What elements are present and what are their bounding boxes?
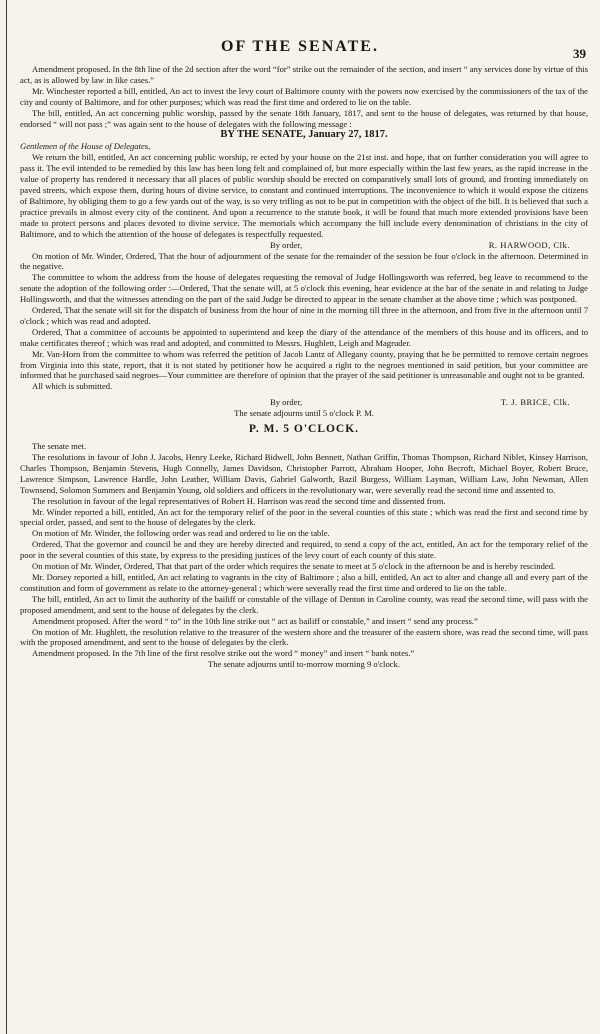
by-order-label: By order, bbox=[270, 239, 303, 250]
paragraph: Mr. Winchester reported a bill, entitled, An act to invest the levy court of Baltimore county with the powers now exercised by the commissioners of the tax of the city and county of Baltimore, and for other purposes; which was read the first time and ordered to lie on the table. bbox=[20, 85, 588, 107]
clerk-name: R. HARWOOD, Clk. bbox=[488, 239, 570, 250]
paragraph: The bill, entitled, An act concerning public worship, passed by the senate 18th January, 1817, and sent to the house of delegates, was returned by that house, endorsed “ will not pass ;” was again sent to the house of delegates with the following message : bbox=[20, 107, 588, 129]
clerk-name: T. J. BRICE, Clk. bbox=[500, 397, 570, 408]
adjournment-line: The senate adjourns until 5 o'clock P. M. bbox=[234, 408, 374, 419]
senate-message bbox=[20, 129, 588, 250]
paragraph: On motion of Mr. Winder, Ordered, That that part of the order which requires the senate to meet at 5 o'clock in the afternoon be and is hereby rescinded. bbox=[32, 561, 556, 572]
committee-signature bbox=[20, 397, 588, 408]
paragraph: Mr. Dorsey reported a bill, entitled, An act relating to vagrants in the city of Baltimore ; also a bill, entitled, An act to alter and change all and every part of the constitution and form of government as relate to the attorney-general ; which were severally read the first time and ordered to lie on the table. bbox=[20, 571, 588, 593]
paragraph: Amendment proposed. In the 7th line of the first resolve strike out the word “ money” and insert “ bank notes.” bbox=[32, 648, 415, 659]
paragraph: Ordered, That the senate will sit for the dispatch of business from the hour of nine in the morning till three in the afternoon, and from five in the afternoon until 7 o'clock ; which was read and adopted. bbox=[20, 305, 588, 326]
message-signature bbox=[20, 240, 588, 251]
by-order-label: By order, bbox=[270, 397, 303, 408]
message-text: We return the bill, entitled, An act concerning public worship, re ected by your house on the 21st inst. and hope, that on further consideration you will agree to pass it. The evil intended to be remedied by this law has been long felt and complained of, but more especially within the last few years, as the rapid increase in the value of property has rendered it necessary that all places of public worship should be erected on comparatively small lots of ground, and fronting immediately on paved streets, which expose them, during hours of divine service, to constant and continued interruptions. The inconvenience to which it would expose the citizens of Baltimore, by obliging them to go a few yards out of the way, is so very trifling as not to be put in competition with the object of the bill. It is believed that such a practice prevails in almost every city of the continent. And upon a recurrence to the statute book, it will be found that much more extended provisions have been made to protect persons and places devoted to divine service. The memorials which accompany the bill include every denomination of christians in the city of Baltimore, and to which the attention of the house of delegates is respectfully requested. bbox=[20, 152, 588, 239]
paragraph: All which is submitted. bbox=[32, 381, 113, 392]
paragraph: The committee to whom the address from the house of delegates requesting the removal of Judge Hollingsworth was referred, beg leave to recommend to the senate the adoption of the following order :—Ordered, That the senate will, at 5 o'clock this evening, hear evidence at the bar of the senate in and relating to Judge Hollingsworth, and that the witnesses attending on the part of the said Judge be directed to appear in the senate chamber at the above time ; which was postponed. bbox=[20, 272, 588, 305]
paragraph: The senate met. bbox=[32, 441, 87, 452]
paragraph: Amendment proposed. After the word “ to” in the 10th line strike out “ act as bailiff or constable,” and insert “ send any process.” bbox=[32, 615, 478, 626]
paragraph: The resolution in favour of the legal representatives of Robert H. Harrison was read the second time and dissented from. bbox=[32, 495, 446, 506]
paragraph: Mr. Winder reported a bill, entitled, An act for the temporary relief of the poor in the several counties of this state ; which was read the first and second time by special order, passed, and sent to the house of delegates by the clerk. bbox=[20, 506, 588, 528]
paragraph: On motion of Mr. Winder, the following order was read and ordered to lie on the table. bbox=[32, 528, 330, 539]
paragraph: The resolutions in favour of John J. Jacobs, Henry Leeke, Richard Bidwell, John Bennett, Nathan Griffin, Thomas Thompson, Richard Niblet, Kinsey Harrison, Charles Thompson, Benjamin Stevens, Hugh Connelly, James Davidson, Christopher Parrott, Abraham Hooper, John Becroft, Michael Boyer, Robert Bruce, Lawrence Simpson, Lawrence Hardle, John Leather, William Davis, Gabriel Galworth, Bazil Burgess, William Layman, William Law, John Newman, Allen Townsend, Solomon Summers and Benjamin Young, old soldiers and officers in the revolutionary war, were severally read the second time and assented to. bbox=[20, 452, 588, 495]
margin-rule bbox=[6, 0, 7, 1034]
page-header bbox=[0, 24, 600, 64]
page-body bbox=[20, 64, 588, 670]
message-salutation: Gentlemen of the House of Delegates, bbox=[20, 141, 151, 152]
paragraph: Mr. Van-Horn from the committee to whom was referred the petition of Jacob Lantz of Allegany county, praying that he be permitted to remove certain negroes from Virginia into this state, report, that it is not stated by petitioner how he acquired a right to the negroes mentioned in said petition, but your committee are informed that he purchased said negroes—Your committee are therefore of opinion that the prayer of the said petitioner is unreasonable and ought not to be granted. bbox=[20, 348, 588, 381]
page-title: OF THE SENATE. bbox=[221, 38, 379, 55]
section-heading: P. M. 5 O'CLOCK. bbox=[248, 423, 360, 436]
paragraph: On motion of Mr. Winder, Ordered, That the hour of adjournment of the senate for the remainder of the session be four o'clock in the afternoon. Determined in the negative. bbox=[20, 250, 588, 272]
paragraph: Ordered, That a committee of accounts be appointed to superintend and keep the diary of the attendance of the members of this house and its officers, and to make certificates thereof ; which was read and adopted, and committed to Messrs. Hughlett, Leigh and Magruder. bbox=[20, 326, 588, 348]
message-heading: BY THE SENATE, January 27, 1817. bbox=[220, 129, 388, 141]
paragraph: On motion of Mr. Hughlett, the resolution relative to the treasurer of the western shore and the treasurer of the eastern shore, was read the second time, will pass with the proposed amendment, and sent to the house of delegates by the clerk. bbox=[20, 626, 588, 648]
paragraph: Ordered, That the governor and council be and they are hereby directed and required, to send a copy of the act, entitled, An act for the temporary relief of the poor in the several counties of this state, by express to the presiding justices of the levy court of each county of this state. bbox=[20, 539, 588, 561]
paragraph: Amendment proposed. In the 8th line of the 2d section after the word “for” strike out the remainder of the section, and insert “ any services done by virtue of this act, as is allowed by law in like cases.” bbox=[20, 64, 588, 85]
closing-line: The senate adjourns until to-morrow morning 9 o'clock. bbox=[208, 659, 400, 670]
page-number: 39 bbox=[573, 46, 586, 61]
paragraph: The bill, entitled, An act to limit the authority of the bailiff or constable of the village of Denton in Caroline county, was read the second time, will pass with the proposed amendment, and sent to the house of delegates by the clerk. bbox=[20, 593, 588, 615]
